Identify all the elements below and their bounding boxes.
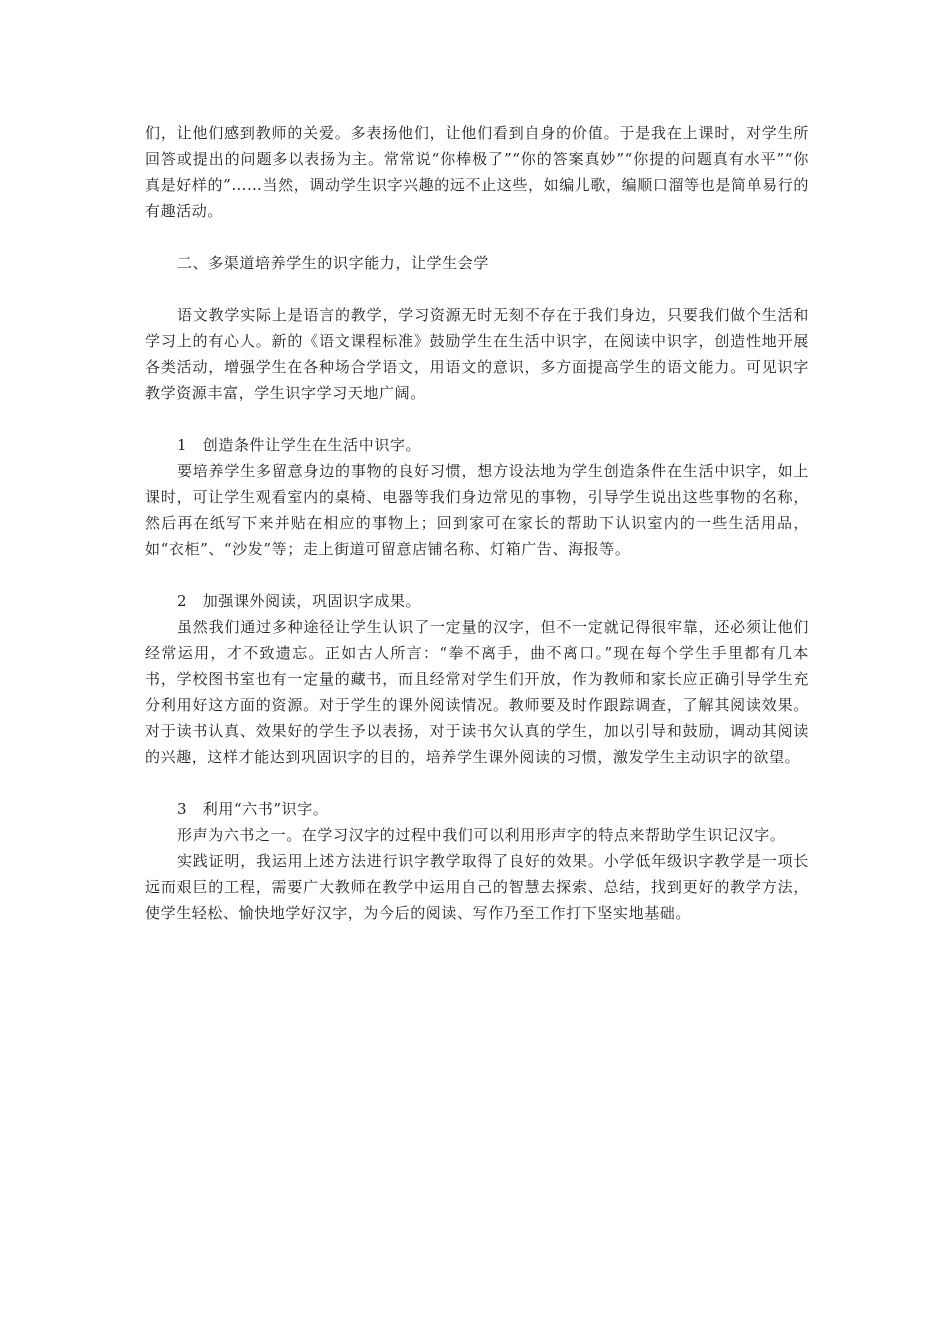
- conclusion-paragraph: 实践证明，我运用上述方法进行识字教学取得了良好的效果。小学低年级识字教学是一项长远而艰巨的工程，需要广大教师在教学中运用自己的智慧去探索、总结，找到更好的教学方法，使学生轻松、愉快地学好汉字，为今后的阅读、写作乃至工作打下坚实地基础。: [145, 852, 809, 922]
- subsection-2-paragraph: 虽然我们通过多种途径让学生认识了一定量的汉字，但不一定就记得很牢靠，还必须让他们经常运用，才不致遗忘。正如古人所言：“拳不离手，曲不离口。”现在每个学生手里都有几本书，学校图书室也有一定量的藏书，而且经常对学生们开放，作为教师和家长应正确引导学生充分利用好这方面的资源。对于学生的课外阅读情况。教师要及时作跟踪调查，了解其阅读效果。对于读书认真、效果好的学生予以表扬，对于读书欠认真的学生，加以引导和鼓励，调动其阅读的兴趣，这样才能达到巩固识字的目的，培养学生课外阅读的习惯，激发学生主动识字的欲望。: [145, 618, 809, 766]
- intro-paragraph: 们，让他们感到教师的关爱。多表扬他们，让他们看到自身的价值。于是我在上课时，对学生所回答或提出的问题多以表扬为主。常常说“你棒极了”“你的答案真妙”“你提的问题真有水平”“你真是好样的”……当然，调动学生识字兴趣的远不止这些，如编儿歌，编顺口溜等也是简单易行的有趣活动。: [145, 124, 809, 220]
- section-2-paragraph: 语文教学实际上是语言的教学，学习资源无时无刻不存在于我们身边，只要我们做个生活和学习上的有心人。新的《语文课程标准》鼓励学生在生活中识字，在阅读中识字，创造性地开展各类活动，增强学生在各种场合学语文，用语文的意识，多方面提高学生的语文能力。可见识字教学资源丰富，学生识字学习天地广阔。: [145, 306, 809, 402]
- spacer: [145, 562, 809, 588]
- spacer: [145, 224, 809, 250]
- spacer: [145, 406, 809, 432]
- subsection-3-paragraph: 形声为六书之一。在学习汉字的过程中我们可以利用形声字的特点来帮助学生识记汉字。: [177, 826, 786, 844]
- subheading-2: 2 加强课外阅读，巩固识字成果。: [177, 592, 422, 610]
- spacer: [145, 770, 809, 796]
- subsection-1-paragraph: 要培养学生多留意身边的事物的良好习惯，想方设法地为学生创造条件在生活中识字，如上课时，可让学生观看室内的桌椅、电器等我们身边常见的事物，引导学生说出这些事物的名称，然后再在纸写下来并贴在相应的事物上；回到家可在家长的帮助下认识室内的一些生活用品，如“衣柜”、“沙发”等；走上街道可留意店铺名称、灯箱广告、海报等。: [145, 462, 809, 558]
- subheading-1: 1 创造条件让学生在生活中识字。: [177, 436, 422, 454]
- document-page: [145, 120, 809, 926]
- section-heading-2: 二、多渠道培养学生的识字能力，让学生会学: [177, 254, 490, 272]
- spacer: [145, 276, 809, 302]
- subheading-3: 3 利用“六书”识字。: [177, 800, 329, 818]
